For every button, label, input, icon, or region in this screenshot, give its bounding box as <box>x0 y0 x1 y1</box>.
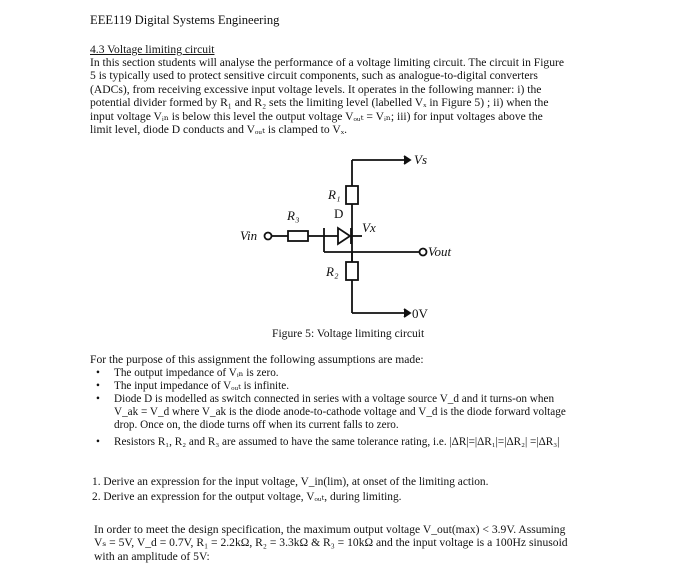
requirement-line: Vₛ = 5V, V_d = 0.7V, R₁ = 2.2kΩ, R₂ = 3.3kΩ & R₃ = 10kΩ and the input voltage is a 100Hz sinusoid <box>94 536 568 550</box>
label-vout: Vout <box>428 244 452 259</box>
intro-line: limit level, diode D conducts and Vₒᵤₜ is clamped to Vₓ. <box>90 123 348 137</box>
list-line: The input impedance of Vₒᵤₜ is infinite. <box>114 380 290 392</box>
intro-line: (ADCs), from receiving excessive input voltage levels. It operates in the following manner: i) the <box>90 82 542 96</box>
bullet: • <box>96 393 100 405</box>
vs-arrow <box>404 156 410 164</box>
assumptions-intro: For the purpose of this assignment the following assumptions are made: <box>90 353 424 366</box>
intro-line: 5 is typically used to protect sensitive circuit components, such as analogue-to-digital converters <box>90 69 538 83</box>
diode-symbol <box>338 228 350 244</box>
list-line: Resistors R₁, R₂ and R₃ are assumed to have the same tolerance rating, i.e. |ΔR|=|ΔR₁|=|ΔR₂| =|ΔR₃| <box>114 436 560 448</box>
list-line: The output impedance of Vᵢₙ is zero. <box>114 367 279 379</box>
r3-resistor <box>288 231 308 241</box>
label-d: D <box>334 206 344 221</box>
list-item <box>96 367 636 380</box>
label-r1: R₁ <box>328 187 341 202</box>
label-r2: R₂ <box>326 264 339 279</box>
r2-resistor <box>346 262 358 280</box>
requirement-paragraph <box>94 523 568 563</box>
assumptions-list <box>96 367 636 449</box>
section-title: 4.3 Voltage limiting circuit <box>90 43 215 56</box>
question-item: 2. Derive an expression for the output voltage, Vₒᵤₜ, during limiting. <box>92 491 402 503</box>
label-r3: R₃ <box>287 208 300 223</box>
list-line: drop. Once on, the diode turns off when its current falls to zero. <box>114 419 399 431</box>
label-vin: Vin <box>240 228 258 243</box>
requirement-line: In order to meet the design specification, the maximum output voltage V_out(max) < 3.9V. Assuming <box>94 523 566 536</box>
requirement-line: with an amplitude of 5V: <box>94 549 210 563</box>
intro-line: In this section students will analyse the performance of a voltage limiting circuit. The circuit in Figure <box>90 56 565 69</box>
vin-terminal <box>265 233 272 240</box>
bullet: • <box>96 380 100 392</box>
r1-resistor <box>346 186 358 204</box>
list-item <box>96 393 636 432</box>
list-item <box>96 436 636 449</box>
intro-line: potential divider formed by R₁ and R₂ sets the limiting level (labelled Vₓ in Figure 5) ; ii) when the <box>90 96 549 110</box>
list-item <box>96 380 636 393</box>
intro-line: input voltage Vᵢₙ is below this level the output voltage Vₒᵤₜ = Vᵢₙ; iii) for input voltages above the <box>90 109 543 123</box>
label-vs: Vs <box>414 152 427 167</box>
figure-caption: Figure 5: Voltage limiting circuit <box>272 327 425 340</box>
page-header: EEE119 Digital Systems Engineering <box>90 13 280 27</box>
label-ov: 0V <box>412 306 428 321</box>
questions-list <box>92 475 488 505</box>
list-line: V_ak = V_d where V_ak is the diode anode-to-cathode voltage and V_d is the diode forward voltage <box>114 406 566 418</box>
list-line: Diode D is modelled as switch connected in series with a voltage source V_d and it turns-on when <box>114 393 555 405</box>
label-vx: Vx <box>362 220 376 235</box>
vout-terminal <box>420 249 427 256</box>
ov-arrow <box>404 309 410 317</box>
question-item: 1. Derive an expression for the input voltage, V_in(lim), at onset of the limiting action. <box>92 476 489 488</box>
bullet: • <box>96 367 100 379</box>
bullet: • <box>96 436 100 448</box>
